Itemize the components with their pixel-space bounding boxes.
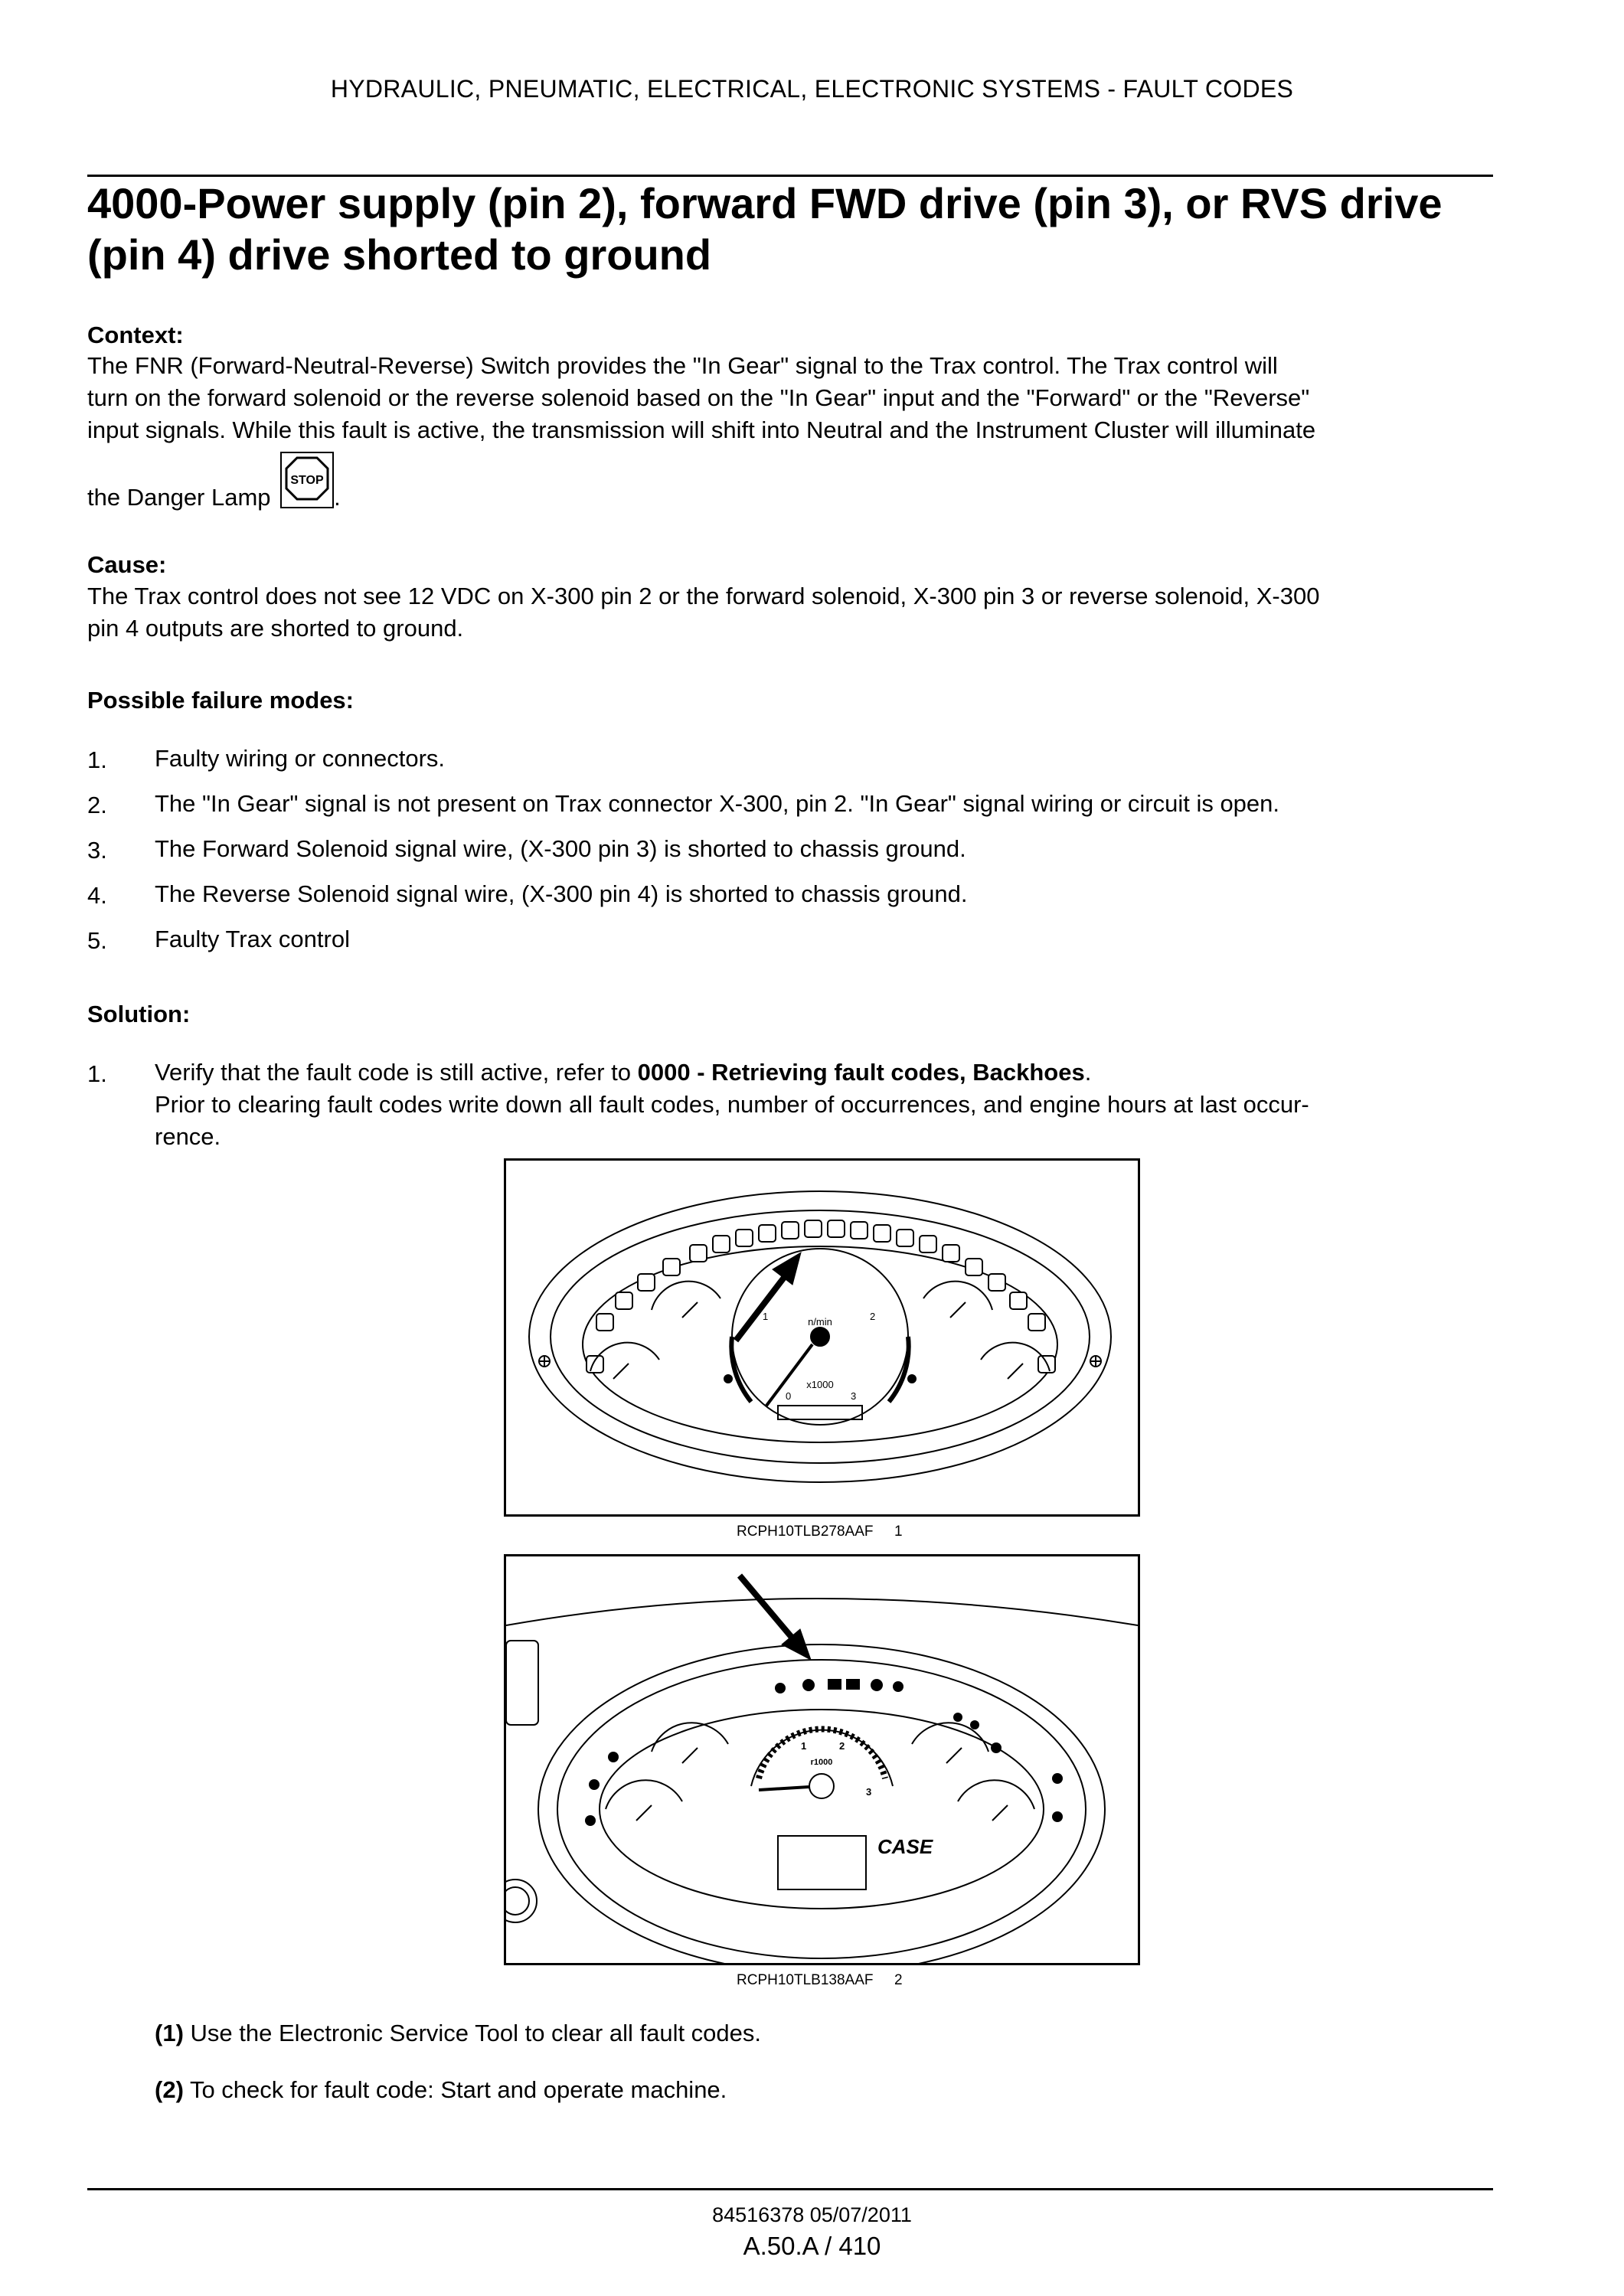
- failure-mode-2-num: 2.: [87, 792, 107, 818]
- failure-mode-3-text: The Forward Solenoid signal wire, (X-300 pin 3) is shorted to chassis ground.: [155, 835, 966, 862]
- footer-page-number: A.50.A / 410: [743, 2232, 881, 2260]
- title-line-2: (pin 4) drive shorted to ground: [87, 230, 712, 279]
- tach-tick-3-fig2: 3: [866, 1786, 872, 1798]
- footer-document-id: 84516378 05/07/2011: [712, 2203, 912, 2226]
- cause-line-1: The Trax control does not see 12 VDC on X-300 pin 2 or the forward solenoid, X-300 pin 3 or reverse solenoid, X-300: [87, 583, 1320, 609]
- figure-1-caption-code: RCPH10TLB278AAF: [737, 1524, 874, 1540]
- tach-tick-3: 3: [851, 1390, 857, 1402]
- solution-step-1-line-3: rence.: [155, 1123, 221, 1150]
- page-title: [87, 178, 1511, 280]
- context-line-3: input signals. While this fault is active, the transmission will shift into Neutral and the Instrument Cluster will illuminate: [87, 416, 1316, 443]
- failure-mode-5-num: 5.: [87, 927, 107, 954]
- cause-label: Cause:: [87, 551, 167, 578]
- failure-mode-1-num: 1.: [87, 746, 107, 773]
- solution-step-1: [155, 1057, 1502, 1153]
- header-rule: [87, 175, 1493, 177]
- cause-line-2: pin 4 outputs are shorted to ground.: [87, 615, 464, 642]
- tach-tick-0: 0: [786, 1390, 792, 1402]
- failure-mode-1-text: Faulty wiring or connectors.: [155, 745, 446, 772]
- note-2: [155, 2074, 1456, 2106]
- stop-lamp-text: STOP: [290, 474, 324, 487]
- solution-label: Solution:: [87, 1001, 191, 1027]
- tach-tick-2-fig2: 2: [839, 1740, 845, 1752]
- solution-step-1-text: Verify that the fault code is still active, refer to: [155, 1059, 638, 1086]
- title-line-1: 4000-Power supply (pin 2), forward FWD drive (pin 3), or RVS drive: [87, 179, 1443, 227]
- tach-unit-label: n/min: [808, 1316, 832, 1328]
- tach-tick-1-fig2: 1: [801, 1740, 807, 1752]
- tach-tick-2: 2: [870, 1311, 876, 1322]
- footer-rule: [87, 2188, 1493, 2190]
- solution-step-1-line-2: Prior to clearing fault codes write down all fault codes, number of occurrences, and engine hours at last occur-: [155, 1091, 1309, 1118]
- failure-mode-2-text: The "In Gear" signal is not present on Trax connector X-300, pin 2. "In Gear" signal wiring or circuit is open.: [155, 790, 1280, 817]
- context-line-4: the Danger Lamp: [87, 484, 271, 511]
- failure-modes-label: Possible failure modes:: [87, 687, 354, 714]
- figure-1-caption-number: 1: [894, 1524, 903, 1540]
- context-text: [87, 350, 1496, 446]
- context-line-2: turn on the forward solenoid or the reverse solenoid based on the "In Gear" input and the "Forward" or the "Reverse": [87, 384, 1310, 411]
- cause-text: [87, 580, 1496, 645]
- note-2-number: (2): [155, 2076, 184, 2103]
- context-label: Context:: [87, 322, 184, 348]
- note-1-number: (1): [155, 2020, 184, 2046]
- stop-lamp-icon: [280, 452, 334, 508]
- solution-step-1-reference: 0000 - Retrieving fault codes, Backhoes: [637, 1059, 1085, 1086]
- context-line-1: The FNR (Forward-Neutral-Reverse) Switch provides the "In Gear" signal to the Trax control. The Trax control will: [87, 352, 1278, 379]
- context-line-4-period: .: [334, 484, 341, 511]
- tach-multiplier-label: x1000: [806, 1379, 834, 1390]
- instrument-cluster-drawing-2: [506, 1556, 1138, 1963]
- failure-mode-5-text: Faulty Trax control: [155, 926, 350, 952]
- note-2-text: To check for fault code: Start and operate machine.: [183, 2076, 727, 2103]
- figure-2-caption-code: RCPH10TLB138AAF: [737, 1972, 874, 1988]
- note-1: [155, 2017, 1456, 2049]
- instrument-cluster-drawing-1: [506, 1161, 1138, 1514]
- failure-mode-3-num: 3.: [87, 837, 107, 864]
- figure-2: [504, 1554, 1140, 1965]
- figure-1: [504, 1158, 1140, 1517]
- page-header: HYDRAULIC, PNEUMATIC, ELECTRICAL, ELECTRONIC SYSTEMS - FAULT CODES: [330, 75, 1294, 103]
- note-1-text: Use the Electronic Service Tool to clear all fault codes.: [183, 2020, 762, 2046]
- case-logo: CASE: [877, 1835, 933, 1858]
- solution-step-1-num: 1.: [87, 1060, 107, 1087]
- context-line-4-row: [87, 452, 1496, 527]
- failure-mode-4-text: The Reverse Solenoid signal wire, (X-300 pin 4) is shorted to chassis ground.: [155, 880, 968, 907]
- tach-multiplier-label-2: r1000: [810, 1758, 833, 1767]
- tach-tick-1: 1: [763, 1311, 769, 1322]
- failure-mode-4-num: 4.: [87, 882, 107, 909]
- figure-2-caption-number: 2: [894, 1972, 903, 1988]
- solution-step-1-period: .: [1084, 1059, 1092, 1086]
